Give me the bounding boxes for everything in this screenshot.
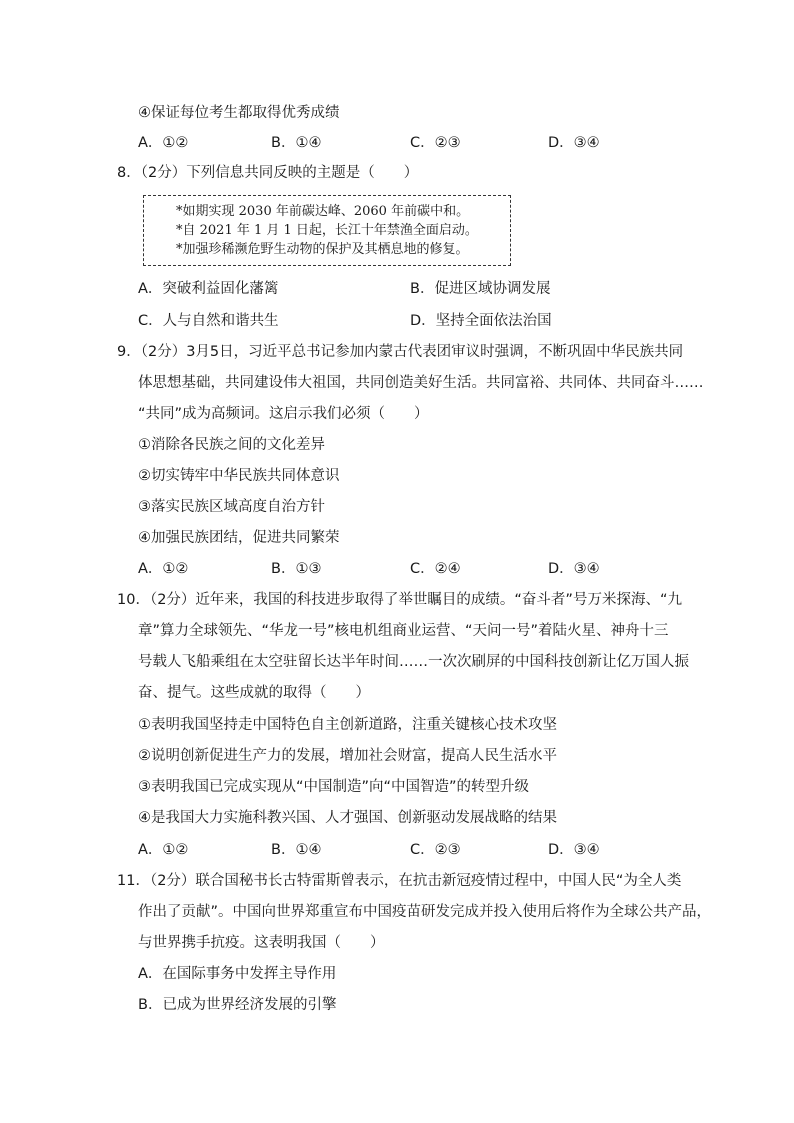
q9-stem-line-3: “共同”成为高频词。这启示我们必须（ ）	[138, 406, 429, 422]
q8-box-line-2: *自 2021 年 1 月 1 日起，长江十年禁渔全面启动。	[176, 223, 478, 238]
q8-info-box	[143, 195, 511, 266]
q10-item-4: ④是我国大力实施科教兴国、人才强国、创新驱动发展战略的结果	[138, 810, 557, 826]
q9-option-c: C．②④	[410, 561, 461, 577]
q7-option-a: A．①②	[138, 135, 189, 151]
q9-option-a: A．①②	[138, 561, 189, 577]
q9-item-2: ②切实铸牢中华民族共同体意识	[138, 468, 340, 484]
q8-option-b: B．促进区域协调发展	[410, 281, 551, 297]
q8-stem: 8．（2分）下列信息共同反映的主题是（ ）	[117, 165, 419, 181]
q9-item-1: ①消除各民族之间的文化差异	[138, 437, 325, 453]
q10-option-d: D．③④	[548, 842, 600, 858]
q10-item-3: ③表明我国已完成实现从“中国制造”向“中国智造”的转型升级	[138, 779, 530, 795]
q10-item-1: ①表明我国坚持走中国特色自主创新道路，注重关键核心技术攻坚	[138, 717, 557, 733]
q10-option-c: C．②③	[410, 842, 461, 858]
q8-option-d: D．坚持全面依法治国	[410, 313, 552, 329]
q9-option-b: B．①③	[271, 561, 322, 577]
q9-option-d: D．③④	[548, 561, 600, 577]
q9-item-4: ④加强民族团结，促进共同繁荣	[138, 530, 340, 546]
q11-stem-line-1: 11．（2分）联合国秘书长古特雷斯曾表示，在抗击新冠疫情过程中，中国人民“为全人类	[117, 873, 682, 889]
q7-option-d: D．③④	[548, 135, 600, 151]
q10-stem-line-2: 章”算力全球领先、“华龙一号”核电机组商业运营、“天问一号”着陆火星、神舟十三	[138, 623, 669, 639]
q9-stem-line-2: 体思想基础，共同建设伟大祖国，共同创造美好生活。共同富裕、共同体、共同奋斗……	[138, 375, 704, 391]
q11-stem-line-3: 与世界携手抗疫。这表明我国（ ）	[138, 935, 385, 951]
q11-option-a: A．在国际事务中发挥主导作用	[138, 966, 337, 982]
q10-option-a: A．①②	[138, 842, 189, 858]
q10-stem-line-1: 10．（2分）近年来，我国的科技进步取得了举世瞩目的成绩。“奋斗者”号万米探海、“九	[117, 592, 682, 608]
q10-stem-line-4: 奋、提气。这些成就的取得（ ）	[138, 685, 370, 701]
q7-item-4: ④保证每位考生都取得优秀成绩	[138, 105, 340, 121]
q10-option-b: B．①④	[271, 842, 322, 858]
q8-box-line-3: *加强珍稀濒危野生动物的保护及其栖息地的修复。	[176, 242, 469, 257]
q7-option-b: B．①④	[271, 135, 322, 151]
q11-stem-line-2: 作出了贡献”。中国向世界郑重宣布中国疫苗研发完成并投入使用后将作为全球公共产品，	[138, 904, 712, 920]
q9-item-3: ③落实民族区域高度自治方针	[138, 499, 325, 515]
q8-option-c: C．人与自然和谐共生	[138, 313, 279, 329]
q10-item-2: ②说明创新促进生产力的发展，增加社会财富，提高人民生活水平	[138, 748, 557, 764]
q8-box-line-1: *如期实现 2030 年前碳达峰、2060 年前碳中和。	[176, 204, 470, 219]
q11-option-b: B．已成为世界经济发展的引擎	[138, 997, 337, 1013]
q7-option-c: C．②③	[410, 135, 461, 151]
q8-option-a: A．突破利益固化藩篱	[138, 281, 279, 297]
q10-stem-line-3: 号载人飞船乘组在太空驻留长达半年时间……一次次刷屏的中国科技创新让亿万国人振	[138, 654, 689, 670]
q9-stem-line-1: 9．（2分）3月5日，习近平总书记参加内蒙古代表团审议时强调，不断巩固中华民族共同	[117, 344, 684, 360]
